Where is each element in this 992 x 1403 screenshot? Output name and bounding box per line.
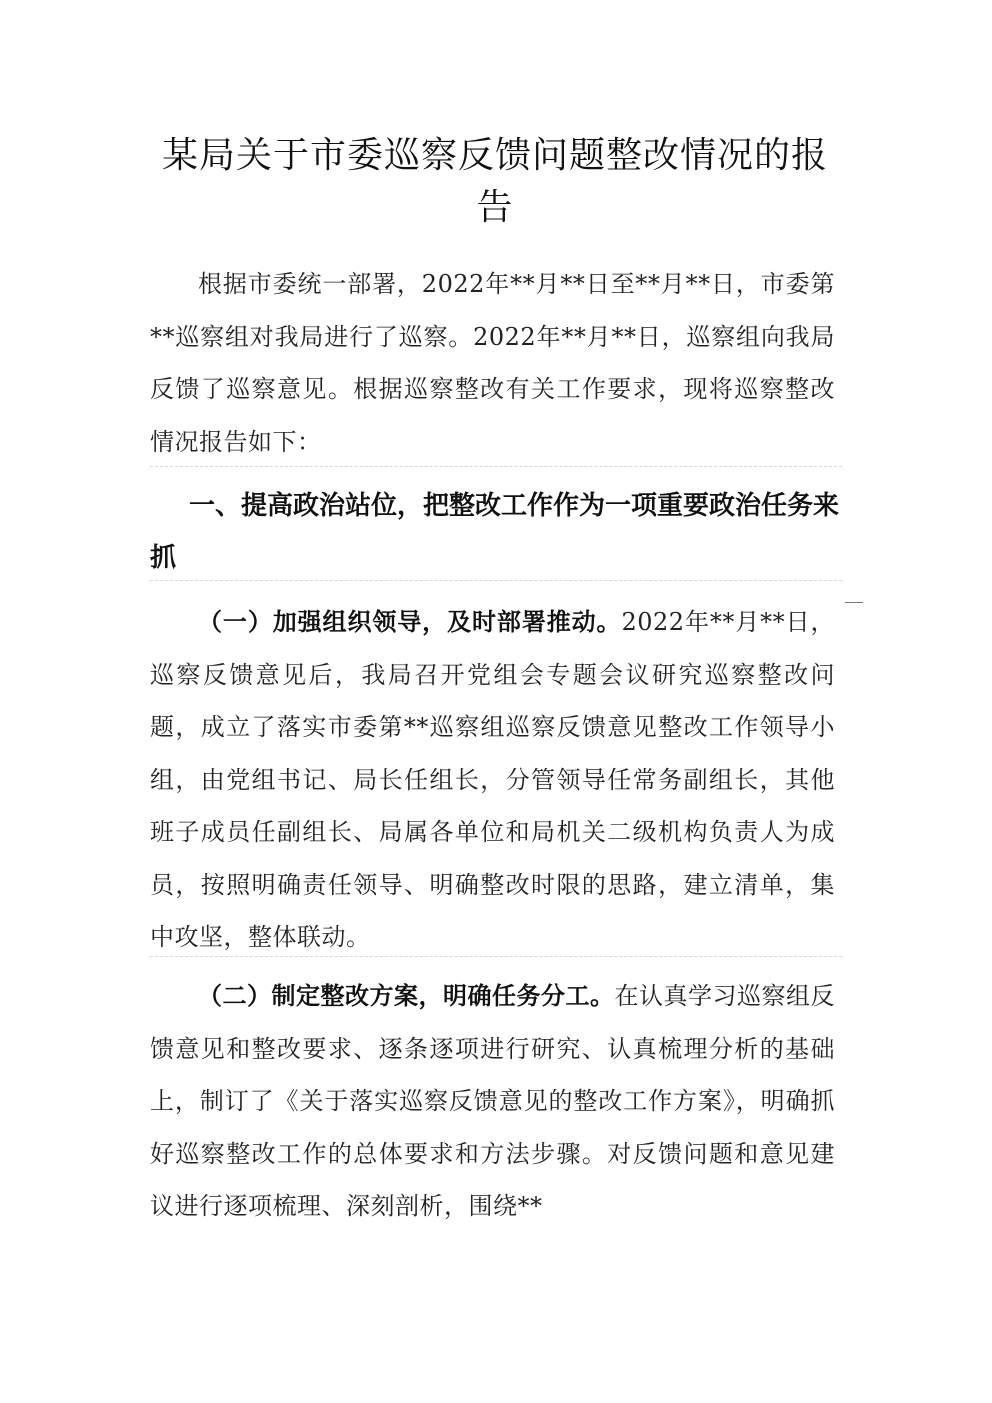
section-divider [150,580,842,581]
subsection-1-paragraph [150,596,835,964]
section-divider [150,956,842,957]
subsection-2-body: 在认真学习巡察组反馈意见和整改要求、逐条逐项进行研究、认真梳理分析的基础上，制订了《关于落实巡察反馈意见的整改工作方案》，明确抓好巡察整改工作的总体要求和方法步骤。对反馈问题和意见建议进行逐项梳理、深刻剖析，围绕** [150,982,835,1220]
document-title: 某局关于市委巡察反馈问题整改情况的报告 [161,135,828,228]
margin-mark [845,602,863,603]
section-heading-1: 一、提高政治站位，把整改工作作为一项重要政治任务来抓 [150,491,840,573]
intro-paragraph: 根据市委统一部署，2022年**月**日至**月**日，市委第**巡察组对我局进行了巡察。2022年**月**日，巡察组向我局反馈了巡察意见。根据巡察整改有关工作要求，现将巡察整改情况报告如下： [150,270,835,456]
subsection-1-body: 2022年**月**日，巡察反馈意见后，我局召开党组会专题会议研究巡察整改问题，成立了落实市委第**巡察组巡察反馈意见整改工作领导小组，由党组书记、局长任组长，分管领导任常务副组长，其他班子成员任副组长、局属各单位和局机关二级机构负责人为成员，按照明确责任领导、明确整改时限的思路，建立清单，集中攻坚，整体联动。 [150,608,836,951]
subsection-1-heading: （一）加强组织领导，及时部署推动。 [198,608,622,636]
subsection-2-paragraph [150,970,835,1233]
subsection-2-heading: （二）制定整改方案，明确任务分工。 [198,982,615,1010]
section-divider [150,466,842,467]
